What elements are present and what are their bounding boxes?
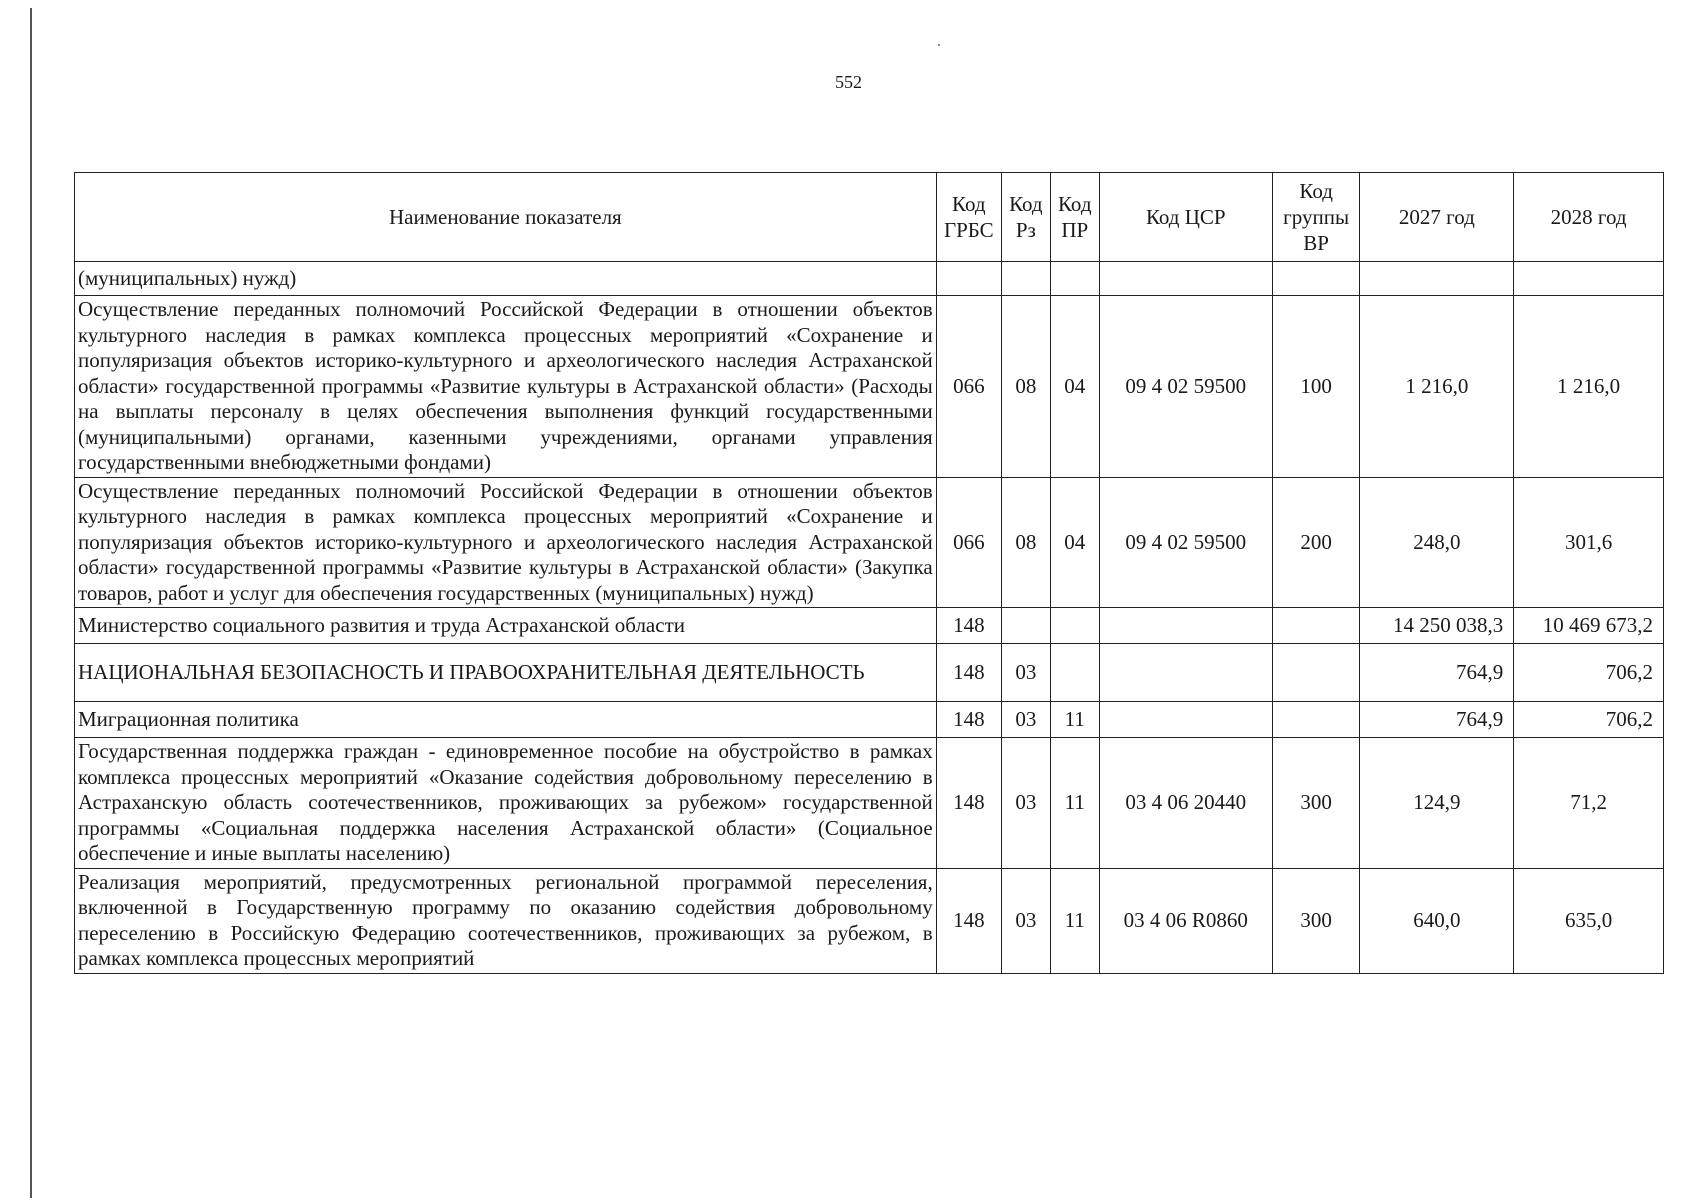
row-rz: 03 [1001, 644, 1050, 702]
row-grbs: 148 [936, 702, 1001, 738]
header-csr: Код ЦСР [1099, 173, 1272, 262]
row-pr [1050, 644, 1099, 702]
row-2027 [1360, 262, 1514, 296]
row-name: НАЦИОНАЛЬНАЯ БЕЗОПАСНОСТЬ И ПРАВООХРАНИТЕЛЬНАЯ ДЕЯТЕЛЬНОСТЬ [75, 644, 937, 702]
row-grbs [936, 262, 1001, 296]
header-rz: Код Рз [1001, 173, 1050, 262]
row-2027: 764,9 [1360, 702, 1514, 738]
row-pr: 04 [1050, 296, 1099, 478]
row-csr: 03 4 06 R0860 [1099, 868, 1272, 973]
header-pr: Код ПР [1050, 173, 1099, 262]
row-2027: 764,9 [1360, 644, 1514, 702]
row-vr: 300 [1272, 738, 1360, 869]
row-name: Государственная поддержка граждан - единовременное пособие на обустройство в рамках комплекса процессных мероприятий «Оказание содействия добровольному переселению в Астраханскую область соотечественников, проживающих за рубежом» государственной программы «Социальная поддержка населения Астраханской области» (Социальное обеспечение и иные выплаты населению) [75, 738, 937, 869]
row-rz: 03 [1001, 738, 1050, 869]
row-vr [1272, 262, 1360, 296]
row-pr: 11 [1050, 702, 1099, 738]
budget-table [74, 172, 1664, 974]
header-2027: 2027 год [1360, 173, 1514, 262]
row-2028: 71,2 [1514, 738, 1664, 869]
row-name: Реализация мероприятий, предусмотренных региональной программой переселения, включенной в Государственную программу по оказанию содействия добровольному переселению в Российскую Федерацию соотечественников, проживающих за рубежом, в рамках комплекса процессных мероприятий [75, 868, 937, 973]
row-vr: 200 [1272, 477, 1360, 608]
row-csr: 09 4 02 59500 [1099, 477, 1272, 608]
row-rz: 03 [1001, 868, 1050, 973]
row-grbs: 066 [936, 296, 1001, 478]
row-name: Осуществление переданных полномочий Российской Федерации в отношении объектов культурного наследия в рамках комплекса процессных мероприятий «Сохранение и популяризация объектов историко-культурного и археологического наследия Астраханской области» государственной программы «Развитие культуры в Астраханской области» (Закупка товаров, работ и услуг для обеспечения государственных (муниципальных) нужд) [75, 477, 937, 608]
table-row [75, 477, 1664, 608]
row-name: Миграционная политика [75, 702, 937, 738]
page-number: 552 [835, 72, 862, 92]
row-csr [1099, 702, 1272, 738]
row-2028: 1 216,0 [1514, 296, 1664, 478]
scan-speck [938, 44, 940, 46]
table-row [75, 738, 1664, 869]
row-2028: 635,0 [1514, 868, 1664, 973]
row-name: (муниципальных) нужд) [75, 262, 937, 296]
header-grbs: Код ГРБС [936, 173, 1001, 262]
row-csr [1099, 644, 1272, 702]
row-vr: 100 [1272, 296, 1360, 478]
row-name: Осуществление переданных полномочий Российской Федерации в отношении объектов культурного наследия в рамках комплекса процессных мероприятий «Сохранение и популяризация объектов историко-культурного и археологического наследия Астраханской области» государственной программы «Развитие культуры в Астраханской области» (Расходы на выплаты персоналу в целях обеспечения выполнения функций государственными (муниципальными) органами, казенными учреждениями, органами управления государственными внебюджетными фондами) [75, 296, 937, 478]
row-pr [1050, 262, 1099, 296]
row-2027: 124,9 [1360, 738, 1514, 869]
row-2028 [1514, 262, 1664, 296]
row-pr: 11 [1050, 868, 1099, 973]
row-pr: 11 [1050, 738, 1099, 869]
header-vr: Код группы ВР [1272, 173, 1360, 262]
row-csr [1099, 608, 1272, 644]
row-csr [1099, 262, 1272, 296]
table-row [75, 644, 1664, 702]
row-rz [1001, 262, 1050, 296]
row-vr [1272, 608, 1360, 644]
row-grbs: 066 [936, 477, 1001, 608]
row-vr: 300 [1272, 868, 1360, 973]
row-2028: 706,2 [1514, 644, 1664, 702]
header-2028: 2028 год [1514, 173, 1664, 262]
row-csr: 09 4 02 59500 [1099, 296, 1272, 478]
row-2027: 640,0 [1360, 868, 1514, 973]
row-vr [1272, 644, 1360, 702]
row-name: Министерство социального развития и труда Астраханской области [75, 608, 937, 644]
table-header-row [75, 173, 1664, 262]
table-row [75, 868, 1664, 973]
row-rz [1001, 608, 1050, 644]
row-2027: 248,0 [1360, 477, 1514, 608]
row-grbs: 148 [936, 738, 1001, 869]
row-2028: 301,6 [1514, 477, 1664, 608]
row-grbs: 148 [936, 868, 1001, 973]
row-grbs: 148 [936, 608, 1001, 644]
row-rz: 03 [1001, 702, 1050, 738]
table-row [75, 608, 1664, 644]
table-row [75, 702, 1664, 738]
row-2027: 1 216,0 [1360, 296, 1514, 478]
left-margin-rule [30, 8, 32, 1198]
row-2028: 10 469 673,2 [1514, 608, 1664, 644]
row-pr: 04 [1050, 477, 1099, 608]
table-row [75, 296, 1664, 478]
header-name: Наименование показателя [75, 173, 937, 262]
row-2028: 706,2 [1514, 702, 1664, 738]
row-pr [1050, 608, 1099, 644]
row-csr: 03 4 06 20440 [1099, 738, 1272, 869]
row-grbs: 148 [936, 644, 1001, 702]
table-row [75, 262, 1664, 296]
row-rz: 08 [1001, 477, 1050, 608]
row-rz: 08 [1001, 296, 1050, 478]
row-2027: 14 250 038,3 [1360, 608, 1514, 644]
row-vr [1272, 702, 1360, 738]
